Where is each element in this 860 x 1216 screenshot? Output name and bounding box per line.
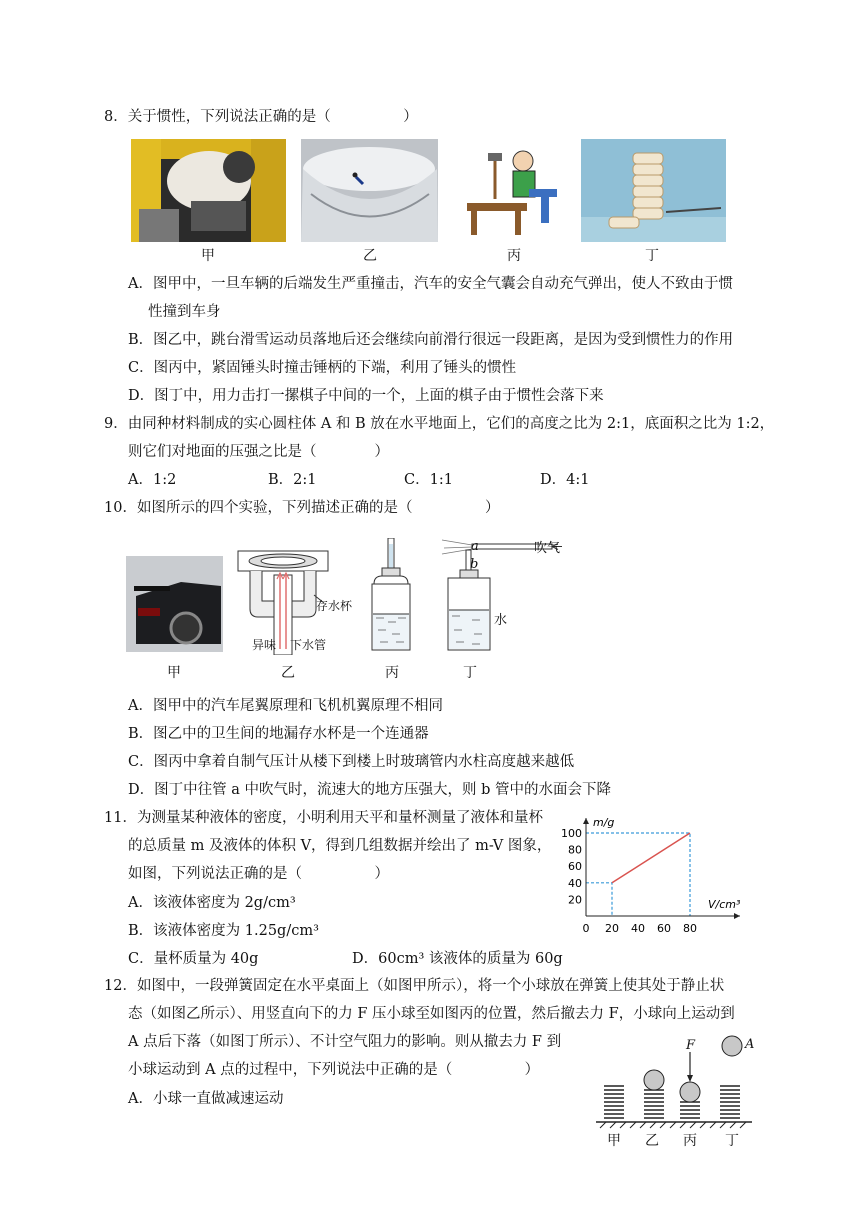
ball-yi: [644, 1070, 664, 1090]
q8-caption-yi: 乙: [363, 248, 377, 264]
x-axis-arrow: [734, 913, 740, 919]
q8-image-skijump: [301, 139, 438, 242]
ball-bing: [680, 1082, 700, 1102]
q9-option-b: B．2:1: [268, 472, 317, 488]
q8-option-a-cont: 性撞到车身: [148, 304, 221, 320]
guide-line-0: [586, 883, 612, 916]
y-tick-label-3: 80: [568, 843, 582, 857]
q10-label-smell: 异味: [252, 638, 277, 652]
x-tick-label-1: 20: [605, 922, 619, 935]
x-tick-label-4: 80: [683, 922, 697, 935]
x-tick-label-3: 60: [657, 922, 671, 935]
q12-caption-ding: 丁: [725, 1133, 739, 1149]
q12-stem-cont2: A 点后下落（如图丁所示）、不计空气阻力的影响。则从撤去力 F 到: [128, 1034, 562, 1050]
q10-label-blow: 吹气: [534, 541, 561, 556]
y-tick-label-2: 60: [568, 860, 582, 874]
q10-label-pipe: 下水管: [290, 638, 327, 652]
q12-caption-jia: 甲: [607, 1133, 621, 1149]
q10-caption-yi: 乙: [281, 665, 295, 681]
q10-caption-ding: 丁: [463, 665, 477, 681]
q8-image-airbag: [131, 139, 286, 242]
q8-caption-bing: 丙: [507, 248, 521, 264]
q12-spring-diagram: [596, 1034, 756, 1134]
q9-option-a: A．1:2: [128, 472, 177, 488]
q11-stem: 11．为测量某种液体的密度，小明利用天平和量杯测量了液体和量杯: [104, 810, 543, 826]
x-axis-label: V/cm³: [708, 898, 741, 911]
q10-label-a: a: [471, 539, 479, 554]
q8-option-c: C．图丙中，紧固锤头时撞击锤柄的下端，利用了锤头的惯性: [128, 360, 517, 376]
y-tick-label-1: 40: [568, 876, 582, 890]
q8-image-checkers: [581, 139, 726, 242]
q8-caption-jia: 甲: [201, 248, 215, 264]
q8-image-hammer: [465, 139, 563, 242]
q10-stem: 10．如图所示的四个实验，下列描述正确的是（ ）: [104, 500, 500, 516]
q11-option-a: A．该液体密度为 2g/cm³: [128, 895, 296, 911]
spring-jia: [604, 1086, 624, 1118]
q10-option-a: A．图甲中的汽车尾翼原理和飞机机翼原理不相同: [128, 698, 443, 714]
x-tick-label-0: 0: [582, 922, 590, 935]
q8-option-d: D．图丁中，用力击打一摞棋子中间的一个，上面的棋子由于惯性会落下来: [128, 388, 604, 404]
q8-caption-ding: 丁: [645, 248, 659, 264]
q12-stem: 12．如图中，一段弹簧固定在水平桌面上（如图甲所示），将一个小球放在弹簧上使其处于静止状: [104, 978, 725, 994]
q12-label-A: A: [745, 1037, 755, 1052]
q11-option-b: B．该液体密度为 1.25g/cm³: [128, 923, 319, 939]
q10-option-d: D．图丁中往管 a 中吹气时，流速大的地方压强大，则 b 管中的水面会下降: [128, 782, 611, 798]
guide-line-1: [586, 833, 690, 916]
q12-stem-cont3: 小球运动到 A 点的过程中，下列说法中正确的是（ ）: [128, 1062, 540, 1078]
y-tick-label-4: 100: [561, 827, 582, 840]
q10-caption-jia: 甲: [167, 665, 181, 681]
spring-bing: [680, 1102, 700, 1118]
q12-caption-bing: 丙: [683, 1133, 697, 1149]
spring-ding: [720, 1086, 740, 1118]
q12-stem-cont1: 态（如图乙所示）、用竖直向下的力 F 压小球至如图丙的位置，然后撤去力 F，小球向上运动到: [128, 1006, 735, 1022]
series-line-0: [612, 833, 690, 883]
q12-caption-yi: 乙: [645, 1133, 659, 1149]
q11-option-d: D．60cm³ 该液体的质量为 60g: [352, 951, 563, 967]
q8-option-a: A．图甲中，一旦车辆的后端发生严重撞击，汽车的安全气囊会自动充气弹出，使人不致由于惯: [128, 276, 733, 292]
spring-yi: [644, 1090, 664, 1118]
q10-diagram-barometer: [364, 538, 420, 654]
q10-label-b: b: [470, 557, 479, 572]
q11-mv-chart: [560, 812, 750, 938]
q10-label-water: 水: [494, 613, 508, 628]
q10-option-c: C．图丙中拿着自制气压计从楼下到楼上时玻璃管内水柱高度越来越低: [128, 754, 575, 770]
y-axis-arrow: [583, 818, 589, 824]
y-axis-label: m/g: [593, 816, 615, 829]
q10-caption-bing: 丙: [385, 665, 399, 681]
q9-stem: 9．由同种材料制成的实心圆柱体 A 和 B 放在水平地面上，它们的高度之比为 2:1，底面积之比为 1:2，: [104, 416, 775, 432]
q12-option-a: A．小球一直做减速运动: [128, 1091, 284, 1107]
q11-option-c: C．量杯质量为 40g: [128, 951, 259, 967]
ball-ding: [722, 1036, 742, 1056]
x-tick-label-2: 40: [631, 922, 645, 935]
q12-label-F: F: [686, 1038, 696, 1053]
y-tick-label-0: 20: [568, 893, 582, 907]
q9-stem-cont: 则它们对地面的压强之比是（ ）: [128, 444, 389, 460]
q9-option-c: C．1:1: [404, 472, 453, 488]
q10-option-b: B．图乙中的卫生间的地漏存水杯是一个连通器: [128, 726, 429, 742]
q9-option-d: D．4:1: [540, 472, 590, 488]
q11-stem-cont1: 的总质量 m 及液体的体积 V，得到几组数据并绘出了 m-V 图象，: [128, 838, 552, 854]
q10-label-cup: 存水杯: [316, 599, 353, 613]
q8-option-b: B．图乙中，跳台滑雪运动员落地后还会继续向前滑行很远一段距离，是因为受到惯性力的作用: [128, 332, 734, 348]
q10-image-car-spoiler: [126, 556, 223, 652]
q11-stem-cont2: 如图，下列说法正确的是（ ）: [128, 866, 389, 882]
q8-stem: 8．关于惯性，下列说法正确的是（ ）: [104, 109, 418, 125]
